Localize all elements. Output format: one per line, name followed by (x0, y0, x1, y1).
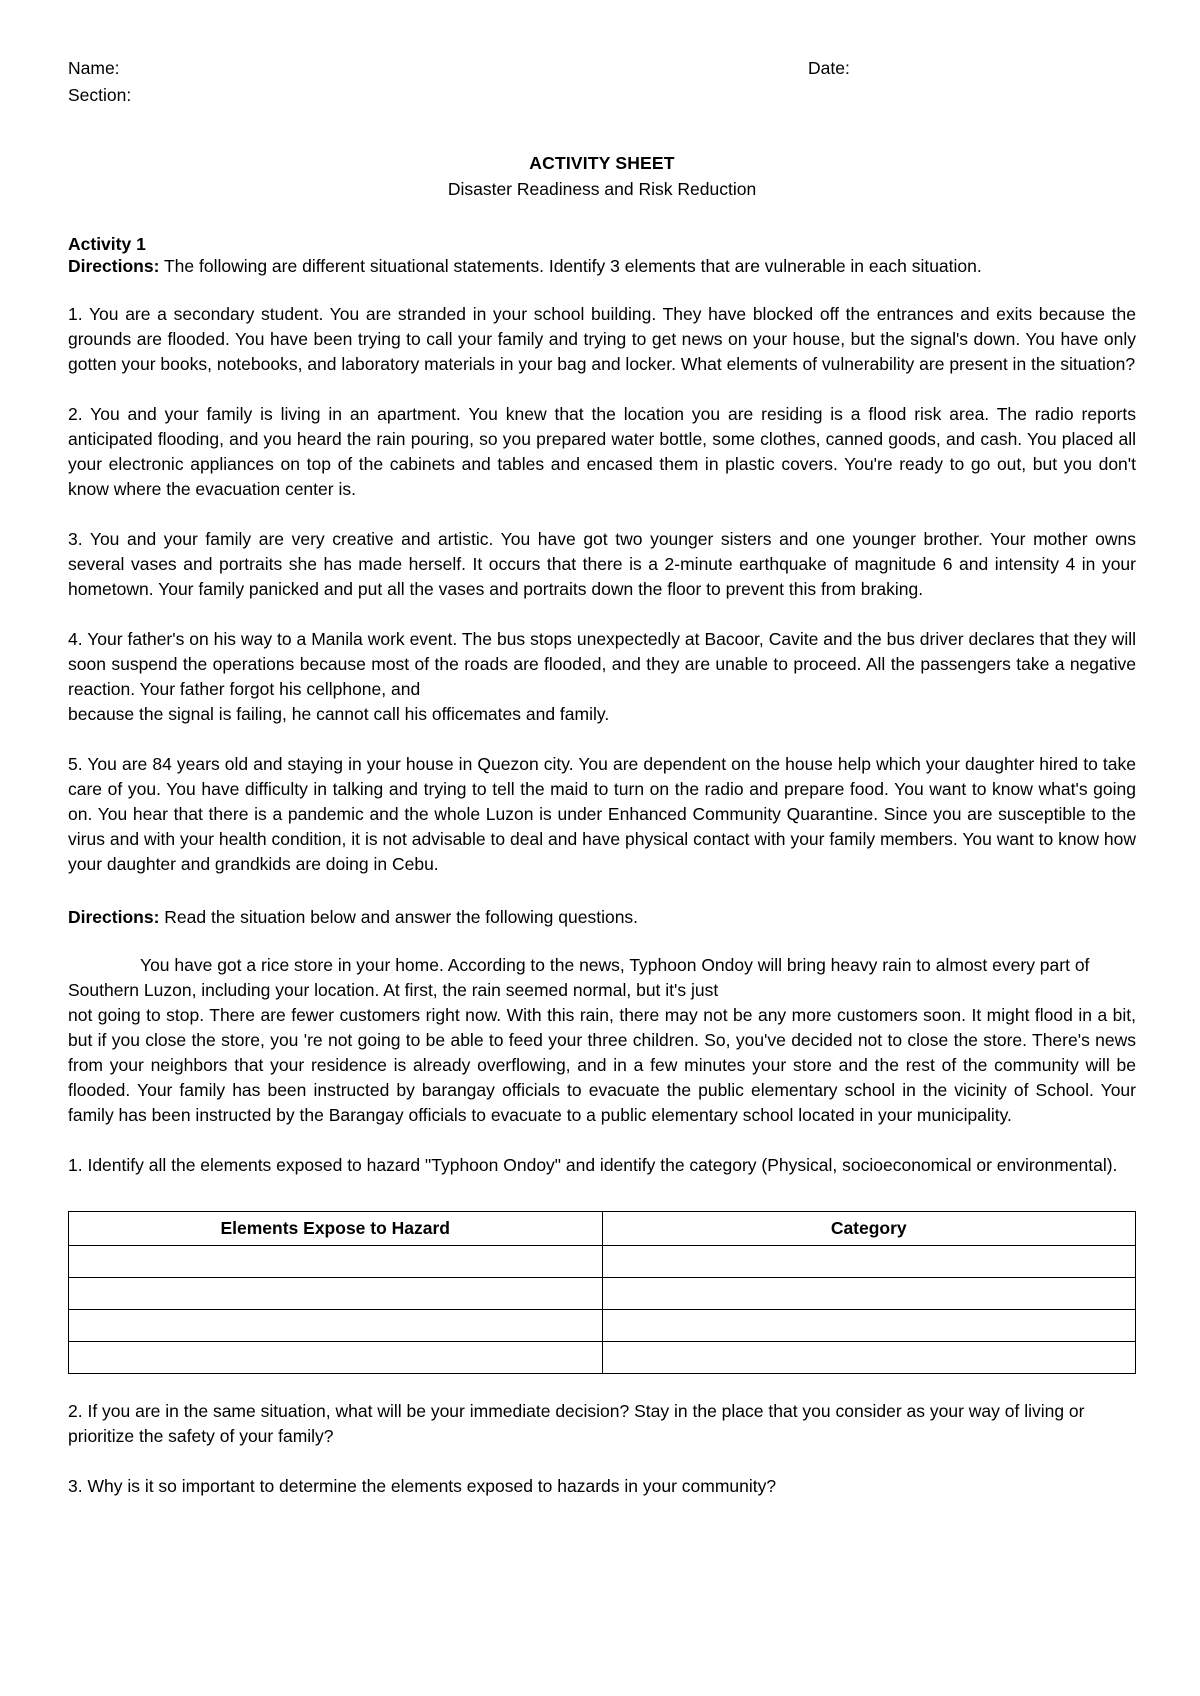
table-cell-category[interactable] (602, 1342, 1136, 1374)
situation-paragraph-1: 1. You are a secondary student. You are stranded in your school building. They have blocked off the entrances and exits because the grounds are flooded. You have been trying to call your family and trying to get news on your house, but the signal's down. You have only gotten your books, notebooks, and laboratory materials in your bag and locker. What elements of vulnerability are present in the situation? (68, 303, 1136, 374)
table-header-category: Category (602, 1212, 1136, 1246)
situation-paragraph-5: 5. You are 84 years old and staying in your house in Quezon city. You are dependent on the house help which your daughter hired to take care of you. You have difficulty in talking and trying to tell the maid to turn on the radio and prepare food. You want to know what's going on. You hear that there is a pandemic and the whole Luzon is under Enhanced Community Quarantine. Since you are susceptible to the virus and with your health condition, it is not advisable to deal and have physical contact with your family members. You want to know how your daughter and grandkids are doing in Cebu. (68, 753, 1136, 875)
name-label: Name: (68, 58, 120, 78)
table-header-row (69, 1212, 1136, 1246)
table-cell-element[interactable] (69, 1342, 603, 1374)
directions-lead: Directions: (68, 255, 160, 276)
table-cell-element[interactable] (69, 1310, 603, 1342)
table-header-elements: Elements Expose to Hazard (69, 1212, 603, 1246)
activity-directions (68, 256, 1136, 277)
directions-text: The following are different situational statements. Identify 3 elements that are vulnerable in each situation. (159, 255, 982, 276)
table-cell-element[interactable] (69, 1278, 603, 1310)
table-row[interactable] (69, 1246, 1136, 1278)
hazard-elements-table (68, 1211, 1136, 1374)
section-two-directions-lead: Directions: (68, 907, 160, 928)
page-title: ACTIVITY SHEET (529, 152, 675, 173)
title-block (68, 153, 1136, 200)
activity-heading: Activity 1 (68, 233, 146, 254)
table-cell-category[interactable] (602, 1278, 1136, 1310)
page-subtitle: Disaster Readiness and Risk Reduction (447, 178, 757, 199)
scenario-paragraph-part-2: not going to stop. There are fewer customers right now. With this rain, there may not be any more customers soon. It might flood in a bit, but if you close the store, you 're not going to be able to feed your three children. So, you've decided not to close the store. There's news from your neighbors that your residence is already overflowing, and in a few minutes your store and the rest of the community will be flooded. Your family has been instructed by barangay officials to evacuate the public elementary school in the vicinity of School. Your family has been instructed by the Barangay officials to evacuate to a public elementary school located in your municipality. (68, 1005, 1136, 1126)
table-row[interactable] (69, 1342, 1136, 1374)
table-cell-element[interactable] (69, 1246, 603, 1278)
scenario-paragraph-part-1: You have got a rice store in your home. According to the news, Typhoon Ondoy will bring heavy rain to almost every part of Southern Luzon, including your location. At first, the rain seemed normal, but it's just (68, 955, 1090, 1001)
situation-paragraph-4: 4. Your father's on his way to a Manila work event. The bus stops unexpectedly at Bacoor, Cavite and the bus driver declares that they will soon suspend the operations because most of the roads are flooded, and they are unable to proceed. All the passengers take a negative reaction. Your father forgot his cellphone, and (68, 628, 1136, 699)
table-row[interactable] (69, 1278, 1136, 1310)
section-two-directions-text: Read the situation below and answer the following questions. (159, 907, 639, 928)
date-label: Date: (808, 58, 850, 78)
situation-paragraph-3: 3. You and your family are very creative and artistic. You have got two younger sisters and one younger brother. Your mother owns several vases and portraits she has made herself. It occurs that there is a 2-minute earthquake of magnitude 6 and intensity 4 in your hometown. Your family panicked and put all the vases and portraits down the floor to prevent this from braking. (68, 528, 1136, 599)
question-2: 2. If you are in the same situation, what will be your immediate decision? Stay in the place that you consider as your way of living or prioritize the safety of your family? (68, 1401, 1085, 1447)
table-body (69, 1246, 1136, 1374)
situation-paragraph-2: 2. You and your family is living in an apartment. You knew that the location you are residing is a flood risk area. The radio reports anticipated flooding, and you heard the rain pouring, so you prepared water bottle, some clothes, canned goods, and cash. You placed all your electronic appliances on top of the cabinets and tables and encased them in plastic covers. You're ready to go out, but you don't know where the evacuation center is. (68, 403, 1136, 499)
section-two-directions (68, 907, 1136, 928)
table-cell-category[interactable] (602, 1246, 1136, 1278)
question-3: 3. Why is it so important to determine the elements exposed to hazards in your community? (68, 1476, 777, 1497)
table-cell-category[interactable] (602, 1310, 1136, 1342)
section-label: Section: (68, 85, 132, 106)
question-1: 1. Identify all the elements exposed to hazard "Typhoon Ondoy" and identify the category (Physical, socioeconomical or environmental). (68, 1155, 1118, 1176)
student-info-block (68, 56, 1136, 109)
table-head (69, 1212, 1136, 1246)
name-date-row (68, 56, 1136, 81)
situation-paragraph-4-continued: because the signal is failing, he cannot call his officemates and family. (68, 703, 610, 724)
table-row[interactable] (69, 1310, 1136, 1342)
